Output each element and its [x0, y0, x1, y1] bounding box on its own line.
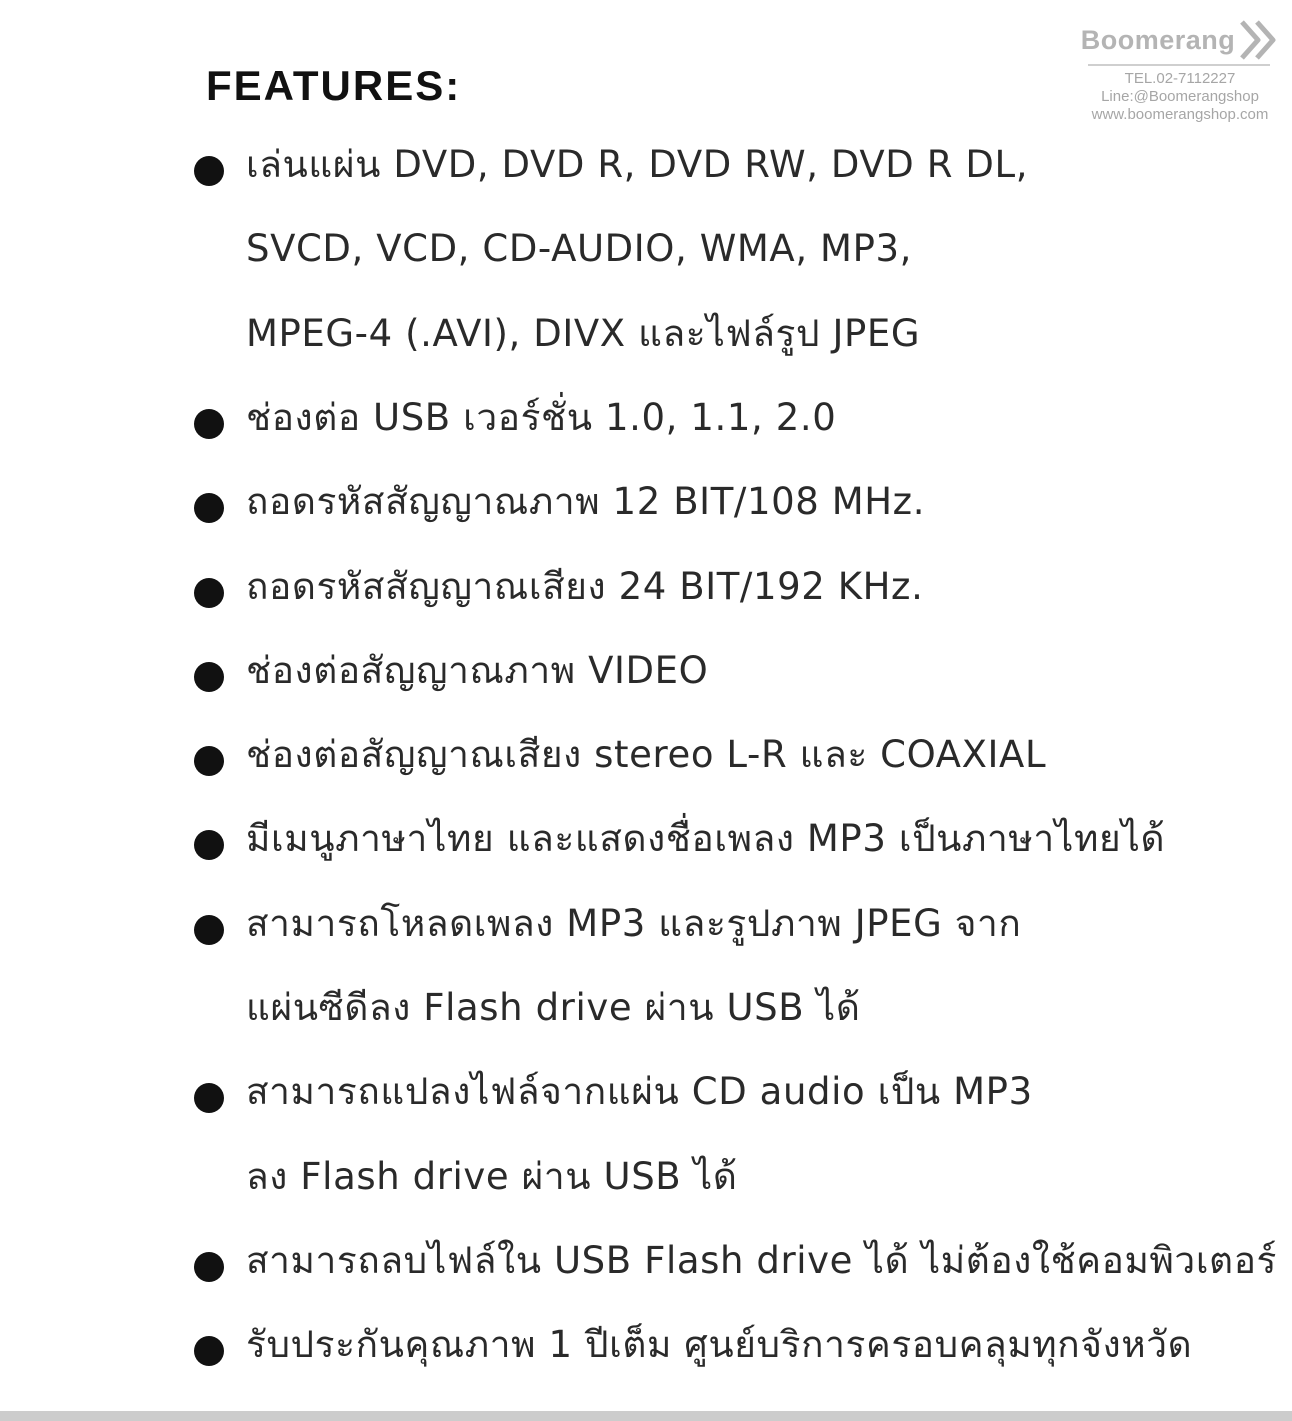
feature-text: ถอดรหัสสัญญาณเสียง 24 BIT/192 KHz. [246, 564, 924, 608]
bullet-icon [194, 915, 224, 945]
page-title: FEATURES: [206, 62, 462, 109]
feature-text: รับประกันคุณภาพ 1 ปีเต็ม ศูนย์บริการครอบคลุมทุกจังหวัด [246, 1323, 1193, 1367]
brand-website: www.boomerangshop.com [1091, 106, 1269, 123]
feature-text: ช่องต่อสัญญาณเสียง stereo L-R และ COAXIAL [246, 733, 1047, 777]
feature-text: SVCD, VCD, CD-AUDIO, WMA, MP3, [246, 227, 912, 271]
feature-text: สามารถลบไฟล์ใน USB Flash drive ได้ ไม่ต้องใช้คอมพิวเตอร์ [246, 1238, 1277, 1282]
feature-text: ช่องต่อสัญญาณภาพ VIDEO [246, 648, 709, 692]
feature-text: ถอดรหัสสัญญาณภาพ 12 BIT/108 MHz. [246, 480, 926, 524]
feature-text: MPEG-4 (.AVI), DIVX และไฟล์รูป JPEG [246, 311, 921, 355]
bullet-icon [194, 493, 224, 523]
brand-line-id: Line:@Boomerangshop [1101, 88, 1259, 105]
bullet-icon [194, 830, 224, 860]
feature-text: สามารถแปลงไฟล์จากแผ่น CD audio เป็น MP3 [246, 1070, 1033, 1114]
chevron-right-icon [1237, 18, 1279, 62]
bullet-icon [194, 746, 224, 776]
feature-text: ช่องต่อ USB เวอร์ชั่น 1.0, 1.1, 2.0 [246, 395, 837, 439]
bullet-icon [194, 578, 224, 608]
bullet-icon [194, 1083, 224, 1113]
brand-name: Boomerang [1080, 24, 1236, 55]
bullet-icon [194, 156, 224, 186]
feature-text: ลง Flash drive ผ่าน USB ได้ [246, 1154, 738, 1198]
brand-divider [1088, 64, 1270, 66]
feature-text: เล่นแผ่น DVD, DVD R, DVD RW, DVD R DL, [246, 143, 1029, 186]
feature-text: แผ่นซีดีลง Flash drive ผ่าน USB ได้ [246, 985, 861, 1029]
feature-text: สามารถโหลดเพลง MP3 และรูปภาพ JPEG จาก [246, 901, 1022, 945]
brand-tel: TEL.02-7112227 [1124, 70, 1236, 87]
bullet-icon [194, 409, 224, 439]
brand-logo [1080, 18, 1280, 124]
bottom-divider [0, 1411, 1292, 1421]
bullet-icon [194, 1252, 224, 1282]
feature-text: มีเมนูภาษาไทย และแสดงชื่อเพลง MP3 เป็นภาษาไทยได้ [246, 817, 1166, 861]
bullet-icon [194, 1336, 224, 1366]
bullet-icon [194, 662, 224, 692]
